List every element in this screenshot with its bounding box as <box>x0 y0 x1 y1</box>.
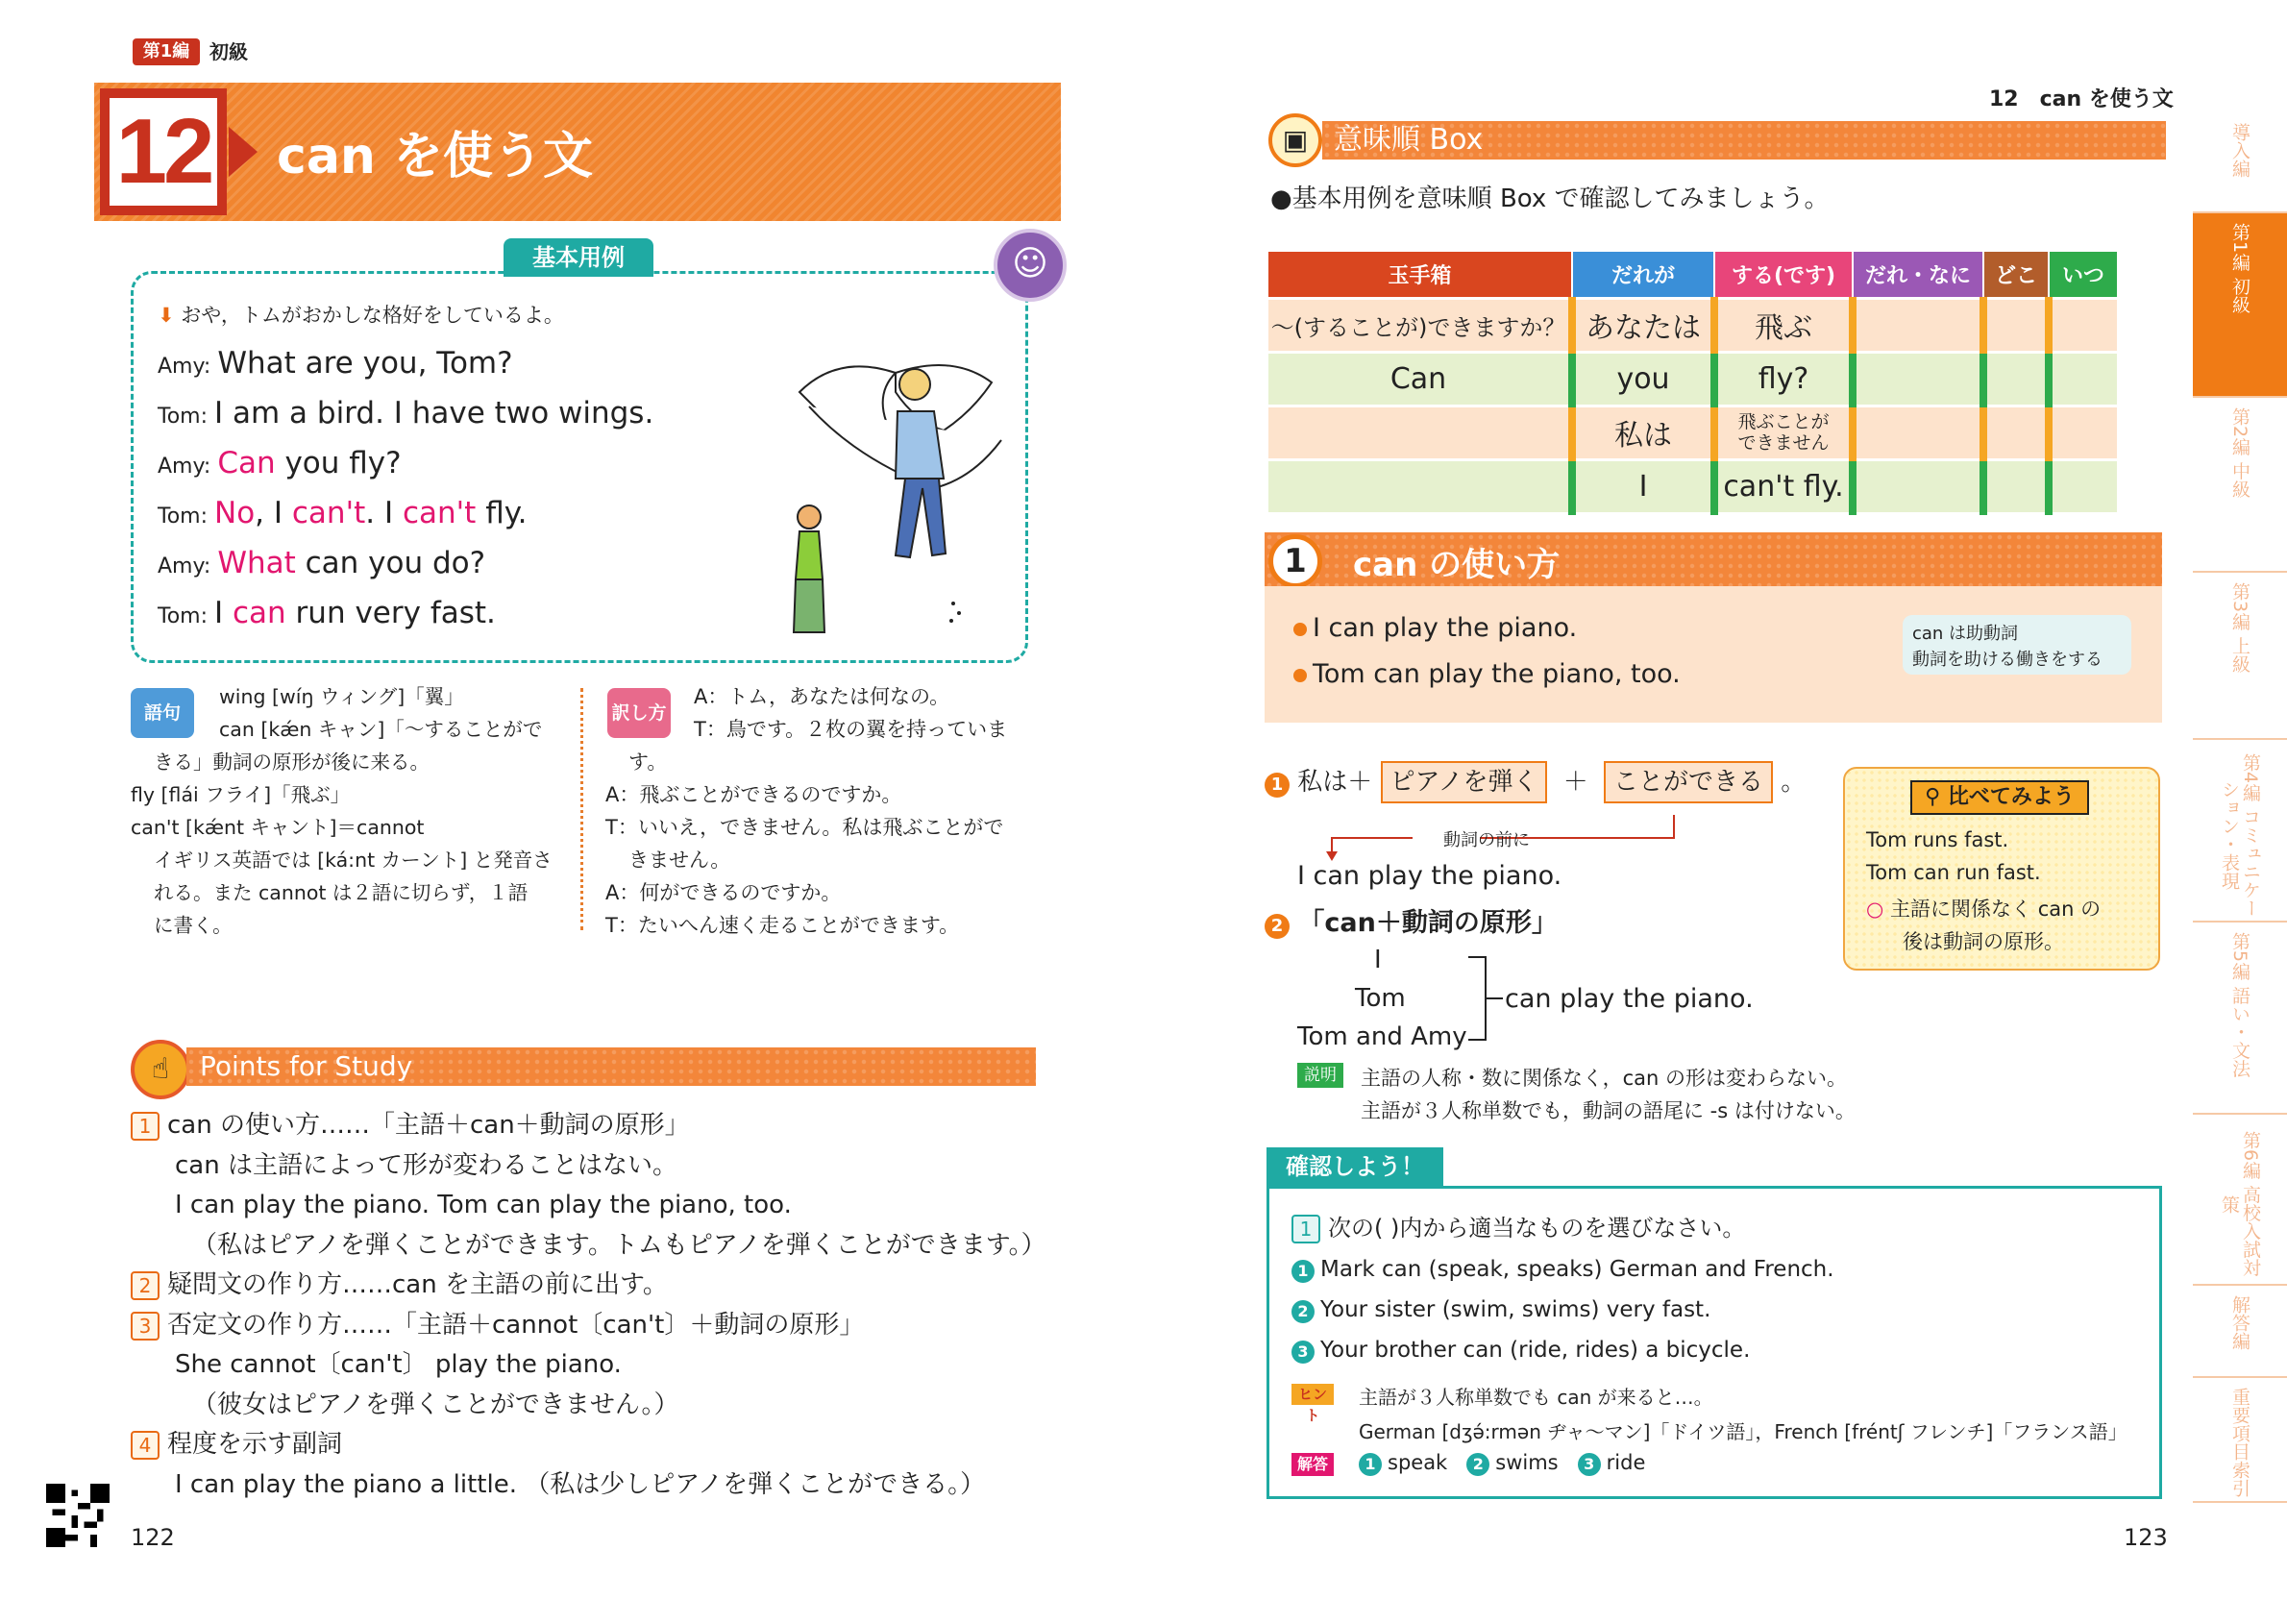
order-arrow-label: 動詞の前に <box>1443 830 1530 850</box>
check-item: 3 Your brother can (ride, rides) a bicycle. <box>1291 1338 1750 1364</box>
lesson-number: 12 <box>100 88 227 215</box>
table-cell <box>1983 352 2049 406</box>
vocab-line: きる」動詞の原形が後に来る。 <box>154 750 430 774</box>
vocab-line: wing [wíŋ ウィング]「翼」 <box>219 685 464 708</box>
dialogue-line <box>158 546 485 580</box>
side-tab[interactable] <box>2193 1378 2287 1503</box>
side-tab[interactable] <box>2193 398 2287 573</box>
order-item: 。 <box>1781 768 1807 797</box>
bracket-icon <box>1466 955 1505 1042</box>
dialogue-text: No <box>214 496 256 530</box>
table-cell: 飛ぶ <box>1714 298 1853 352</box>
dialogue-line <box>158 346 513 381</box>
point-number: 3 <box>131 1312 160 1341</box>
dialogue-text: you fly? <box>275 446 402 480</box>
vocab-line: れる。また cannot は２語に切らず，１語 <box>154 881 529 904</box>
point-text: can の使い方……「主語＋can＋動詞の原形」 <box>167 1111 690 1140</box>
table-header: する(です) <box>1714 252 1853 298</box>
table-cell <box>1268 406 1572 459</box>
magnifier-icon: ⚲ <box>1925 785 1941 809</box>
side-tab-label: 重要項目索引 <box>2229 1388 2250 1497</box>
point-number: 4 <box>131 1431 160 1460</box>
dialogue-line <box>158 446 402 480</box>
note-box <box>1903 615 2131 675</box>
table-cell <box>1853 406 1983 459</box>
point-number: 2 <box>131 1271 160 1300</box>
example-tab: 基本用例 <box>504 238 653 277</box>
part-chip: 第1編 <box>133 38 200 65</box>
point-line <box>131 1109 690 1142</box>
subject: Tom <box>1355 984 1406 1013</box>
compare-tag: ⚲ 比べてみよう <box>1910 780 2089 815</box>
table-cell <box>1983 298 2049 352</box>
note-line: can は助動詞 <box>1912 624 2019 644</box>
dialogue-text: can you do? <box>295 546 486 580</box>
pointing-hand-icon: ☝ <box>131 1040 190 1099</box>
side-tab-label: 第4編 コミュニケーション・表現 <box>2219 752 2261 918</box>
point-line <box>131 1268 668 1301</box>
side-tab-label: 導入編 <box>2229 123 2250 178</box>
hint-tag: ヒント <box>1291 1384 1334 1405</box>
order-box: ピアノを弾く <box>1381 761 1548 803</box>
table-header: どこ <box>1983 252 2049 298</box>
vocab-list <box>131 680 563 942</box>
table-cell <box>1853 298 1983 352</box>
arrow-right-icon <box>229 127 258 177</box>
dialogue-text: I am a bird. I have two wings. <box>214 396 654 431</box>
vocab-tag: 語句 <box>131 688 194 738</box>
side-tab[interactable] <box>2193 1286 2287 1378</box>
answer-tag: 解答 <box>1291 1453 1334 1476</box>
table-cell <box>2049 352 2118 406</box>
table-row <box>1268 352 2118 406</box>
sec1-line: I can play the piano. <box>1293 613 1577 643</box>
order-box: ことができる <box>1604 761 1773 803</box>
point-text: （私はピアノを弾くことができます。トムもピアノを弾くことができます。） <box>192 1230 1046 1260</box>
explanation-tag: 説明 <box>1297 1063 1343 1088</box>
translation-line: A：トム，あなたは何なの。 <box>694 685 950 708</box>
dialogue-text: run very fast. <box>285 596 496 630</box>
point-text: I can play the piano a little. （私は少しピアノを弾くことができる。） <box>175 1469 986 1499</box>
divider <box>580 688 583 930</box>
table-cell <box>1268 459 1572 513</box>
point-text: 否定文の作り方……「主語＋cannot〔can't〕＋動詞の原形」 <box>167 1310 865 1340</box>
side-tab-label: 第5編 語い・文法 <box>2229 932 2250 1078</box>
table-row <box>1268 406 2118 459</box>
compare-line: Tom can run fast. <box>1866 861 2041 884</box>
dialogue-text: can't <box>402 496 477 530</box>
dialogue-text: Can <box>217 446 276 480</box>
side-tab-label: 第2編 中級 <box>2229 407 2250 499</box>
side-tab-label: 解答編 <box>2229 1295 2250 1350</box>
circle-1-icon: 1 <box>1265 773 1290 798</box>
point-line <box>192 1389 678 1421</box>
qr-code-icon[interactable] <box>46 1484 110 1547</box>
rule-2: 2 「can＋動詞の原形」 <box>1265 901 1558 939</box>
side-tab[interactable] <box>2193 923 2287 1115</box>
table-cell <box>1983 459 2049 513</box>
side-tab-label: 第1編 初級 <box>2229 223 2250 314</box>
points-title: Points for Study <box>186 1047 1036 1086</box>
side-tab[interactable] <box>2193 1115 2287 1286</box>
table-cell: fly? <box>1714 352 1853 406</box>
table-cell <box>2049 406 2118 459</box>
sec1-line: Tom can play the piano, too. <box>1293 659 1681 689</box>
check-item: 1 Mark can (speak, speaks) German and French. <box>1291 1257 1834 1283</box>
table-cell: I <box>1572 459 1714 513</box>
table-header: だれが <box>1572 252 1714 298</box>
point-number: 1 <box>131 1112 160 1141</box>
side-tab[interactable] <box>2193 740 2287 923</box>
example-note-text: おや，トムがおかしな格好をしているよ。 <box>181 304 564 327</box>
check-tab: 確認しよう！ <box>1266 1147 1443 1186</box>
vocab-line: can't [kǽnt キャント]＝cannot <box>131 816 425 839</box>
table-cell <box>1853 352 1983 406</box>
point-line <box>175 1348 622 1381</box>
audio-icon[interactable]: ☺ <box>994 229 1067 302</box>
table-header: 玉手箱 <box>1268 252 1572 298</box>
dialogue-line <box>158 396 653 431</box>
dialogue-text: can't <box>291 496 366 530</box>
point-text: 疑問文の作り方……can を主語の前に出す。 <box>167 1270 668 1299</box>
table-row <box>1268 298 2118 352</box>
table-cell: 飛ぶことが できません <box>1714 406 1853 459</box>
speaker: Tom: <box>158 405 214 429</box>
table-cell: you <box>1572 352 1714 406</box>
lesson-title: can を使う文 <box>277 128 594 185</box>
vocab-line: に書く。 <box>154 914 233 937</box>
dialogue-text: What are you, Tom? <box>217 346 513 381</box>
table-cell <box>1853 459 1983 513</box>
hint-line: German [dʒə́:rmən ヂャ～マン]「ドイツ語」，French [fréntʃ フレンチ]「フランス語」 <box>1359 1420 2127 1443</box>
side-tab[interactable] <box>2193 573 2287 740</box>
point-text: 程度を示す副詞 <box>167 1430 343 1459</box>
side-tab-label: 第3編 上級 <box>2229 582 2250 674</box>
speaker: Amy: <box>158 355 218 379</box>
dialogue-text: . I <box>365 496 403 530</box>
table-cell <box>2049 459 2118 513</box>
table-cell: あなたは <box>1572 298 1714 352</box>
imijun-table-grid <box>1268 252 2119 515</box>
imijun-table <box>1268 252 2119 515</box>
table-header: だれ・なに <box>1853 252 1983 298</box>
page-number-left: 122 <box>131 1524 175 1551</box>
page-number-right: 123 <box>2124 1524 2168 1551</box>
point-line <box>175 1189 792 1221</box>
vocab-line: fly [flái フライ]「飛ぶ」 <box>131 783 351 806</box>
subject: Tom and Amy <box>1297 1022 1467 1051</box>
dialogue-text: What <box>217 546 296 580</box>
order-item: 私は＋ <box>1297 768 1373 797</box>
point-line <box>131 1309 864 1341</box>
side-tab-label: 第6編 高校入試対策 <box>2219 1131 2261 1277</box>
dialogue-text: I <box>214 596 233 630</box>
down-arrow-icon: ⬇ <box>158 304 175 327</box>
point-text: can は主語によって形が変わることはない。 <box>175 1150 677 1180</box>
point-text: （彼女はピアノを弾くことができません。） <box>192 1390 679 1419</box>
order-item: ＋ <box>1562 768 1588 797</box>
translation-line: A：何ができるのですか。 <box>605 881 842 904</box>
circle-2-icon: 2 <box>1265 914 1290 939</box>
compare-line: Tom runs fast. <box>1866 828 2009 851</box>
hint-line: 主語が３人称単数でも can が来ると…。 <box>1359 1386 1713 1409</box>
compare-line: 後は動詞の原形。 <box>1903 930 2064 953</box>
translation-line: T：いいえ，できません。私は飛ぶことがで <box>605 816 1004 839</box>
compare-line: ○ 主語に関係なく can の <box>1866 898 2102 921</box>
order-sentence: I can play the piano. <box>1297 861 1562 891</box>
explanation-line: 主語が３人称単数でも，動詞の語尾に -s は付けない。 <box>1361 1099 1856 1122</box>
dialogue-line <box>158 496 528 530</box>
level-label: 初級 <box>209 40 248 63</box>
translation-list <box>605 680 1038 942</box>
table-cell: 私は <box>1572 406 1714 459</box>
q-number: 1 <box>1291 1215 1320 1243</box>
point-line <box>175 1149 677 1182</box>
check-item: 2 Your sister (swim, swims) very fast. <box>1291 1297 1710 1323</box>
subjects-predicate: can play the piano. <box>1505 984 1754 1014</box>
speaker: Amy: <box>158 554 218 578</box>
translation-line: A：飛ぶことができるのですか。 <box>605 783 902 806</box>
speaker: Amy: <box>158 455 218 479</box>
side-tab[interactable] <box>2193 113 2287 213</box>
table-cell <box>2049 298 2118 352</box>
table-header: いつ <box>2049 252 2118 298</box>
circle-mark-icon: ○ <box>1866 898 1884 921</box>
vocab-line: can [kǽn キャン]「～することがで <box>219 718 543 741</box>
table-row <box>1268 459 2118 513</box>
box-icon: ▣ <box>1268 113 1322 167</box>
point-text: She cannot〔can't〕 play the piano. <box>175 1350 622 1379</box>
speaker: Tom: <box>158 604 214 628</box>
section1-title: can の使い方 <box>1353 546 1561 584</box>
running-header: 12 can を使う文 <box>1989 87 2174 111</box>
point-line <box>175 1468 985 1501</box>
point-line <box>192 1229 1046 1262</box>
point-line <box>131 1428 342 1461</box>
check-instruction: 1 次の( )内から適当なものを選びなさい。 <box>1291 1209 1745 1243</box>
table-cell: ～(することが)できますか？ <box>1268 298 1572 352</box>
bird-costume-illustration-icon <box>780 354 1011 642</box>
speaker: Tom: <box>158 504 214 529</box>
box-intro: ●基本用例を意味順 Box で確認してみましょう。 <box>1270 185 1830 213</box>
imijun-box-title: 意味順 Box <box>1322 121 2166 160</box>
side-tab[interactable] <box>2193 213 2287 398</box>
table-cell <box>1983 406 2049 459</box>
translation-line: す。 <box>628 750 668 774</box>
dialogue-text: , I <box>255 496 292 530</box>
note-line: 動詞を助ける働きをする <box>1912 650 2103 670</box>
dialogue-text: can <box>233 596 286 630</box>
translation-line: T：たいへん速く走ることができます。 <box>605 914 960 937</box>
example-note <box>158 300 564 329</box>
table-cell: can't fly. <box>1714 459 1853 513</box>
explanation-line: 主語の人称・数に関係なく，can の形は変わらない。 <box>1361 1067 1847 1090</box>
dialogue-line <box>158 596 496 630</box>
dialogue-text: fly. <box>476 496 528 530</box>
order-row <box>1265 761 1806 803</box>
point-text: I can play the piano. Tom can play the piano, too. <box>175 1191 792 1219</box>
translation-tag: 訳し方 <box>607 688 671 738</box>
translation-line: T：鳥です。２枚の翼を持っていま <box>694 718 1008 741</box>
translation-line: きません。 <box>628 849 731 872</box>
subject: I <box>1374 946 1382 974</box>
section1-number: 1 <box>1268 534 1322 588</box>
table-cell: Can <box>1268 352 1572 406</box>
vocab-line: イギリス英語では [ká:nt カーント] と発音さ <box>154 849 553 872</box>
answers: 1 speak 2 swims 3 ride <box>1359 1451 1645 1476</box>
